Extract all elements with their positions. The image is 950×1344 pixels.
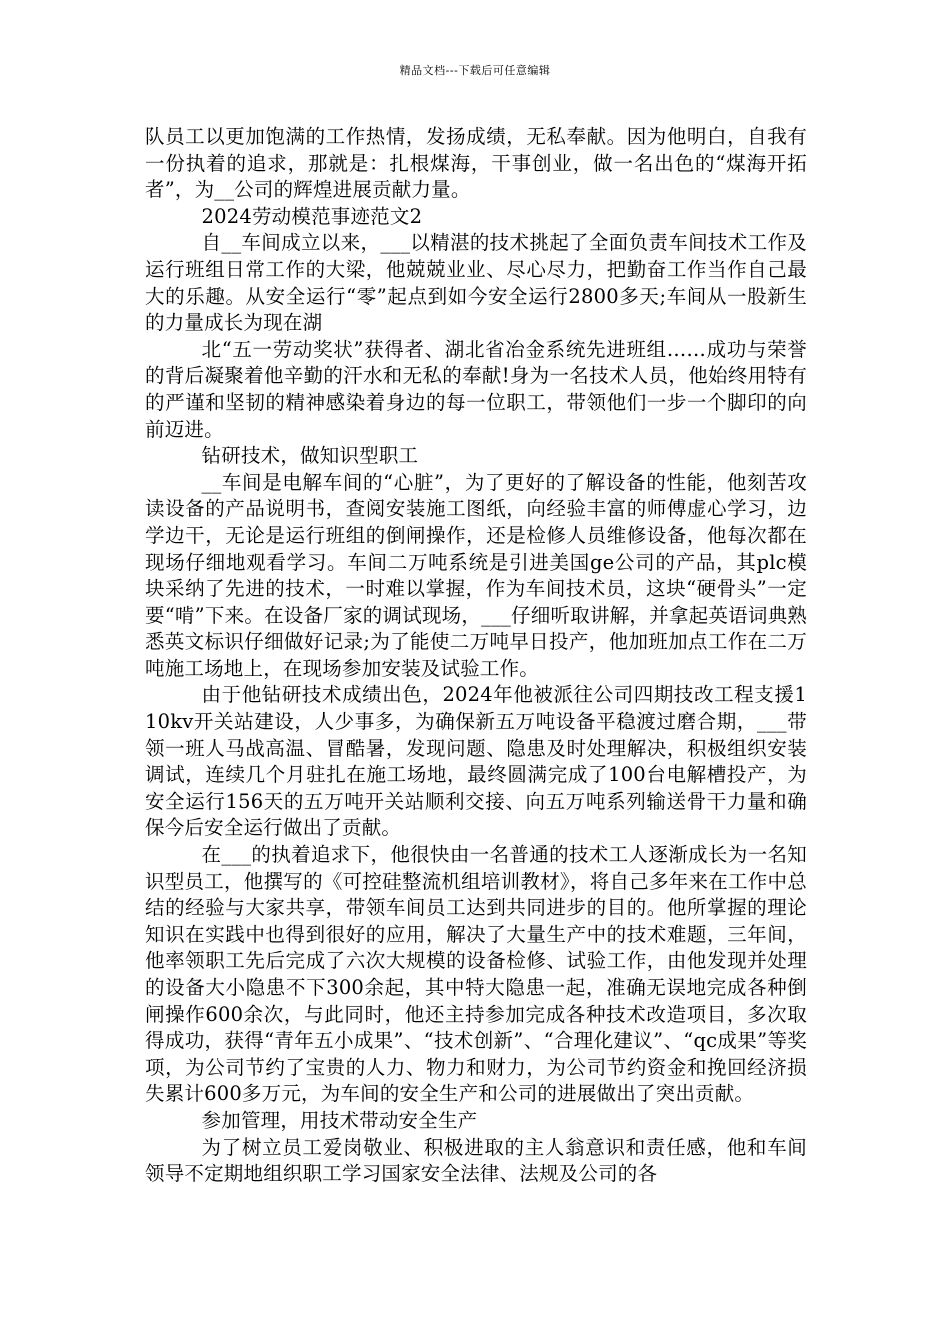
- paragraph: 北“五一劳动奖状”获得者、湖北省冶金系统先进班组……成功与荣誉的背后凝聚着他辛勤的汗水和无私的奉献!身为一名技术人员，他始终用特有的严谨和坚韧的精神感染着身边的每一位职工，带领他们一步一个脚印的向前迈进。: [145, 337, 807, 441]
- paragraph: 为了树立员工爱岗敬业、积极进取的主人翁意识和责任感，他和车间领导不定期地组织职工学习国家安全法律、法规及公司的各: [145, 1135, 807, 1186]
- section-title: 2024劳动模范事迹范文2: [201, 204, 423, 228]
- paragraph: 由于他钻研技术成绩出色，2024年他被派往公司四期技改工程支援110kv开关站建设，人少事多，为确保新五万吨设备平稳渡过磨合期，___带领一班人马战高温、冒酷暑，发现问题、隐患及时处理解决，积极组织安装调试，连续几个月驻扎在施工场地，最终圆满完成了100台电解槽投产，为安全运行156天的五万吨开关站顺利交接、向五万吨系列输送骨干力量和确保今后安全运行做出了贡献。: [145, 683, 807, 840]
- subheading: 钻研技术，做知识型职工: [201, 444, 419, 468]
- document-body: [145, 124, 807, 1188]
- paragraph-continuation: 队员工以更加饱满的工作热情，发扬成绩，无私奉献。因为他明白，自我有一份执着的追求，那就是：扎根煤海，干事创业，做一名出色的“煤海开拓者”，为__公司的辉煌进展贡献力量。: [145, 125, 807, 202]
- paragraph: 在___的执着追求下，他很快由一名普通的技术工人逐渐成长为一名知识型员工，他撰写的《可控硅整流机组培训教材》，将自己多年来在工作中总结的经验与大家共享，带领车间员工达到共同进步的目的。他所掌握的理论知识在实践中也得到很好的应用，解决了大量生产中的技术难题，三年间，他率领职工先后完成了六次大规模的设备检修、试验工作，由他发现并处理的设备大小隐患不下300余起，其中特大隐患一起，准确无误地完成各种倒闸操作600余次，与此同时，他还主持参加完成各种技术改造项目，多次取得成功，获得“青年五小成果”、“技术创新”、“合理化建议”、“qc成果”等奖项，为公司节约了宝贵的人力、物力和财力，为公司节约资金和挽回经济损失累计600多万元，为车间的安全生产和公司的进展做出了突出贡献。: [145, 843, 807, 1106]
- paragraph: __车间是电解车间的“心脏”，为了更好的了解设备的性能，他刻苦攻读设备的产品说明书，查阅安装施工图纸，向经验丰富的师傅虚心学习，边学边干，无论是运行班组的倒闸操作，还是检修人员维修设备，他每次都在现场仔细地观看学习。车间二万吨系统是引进美国ge公司的产品，其plc模块采纳了先进的技术，一时难以掌握，作为车间技术员，这块“硬骨头”一定要“啃”下来。在设备厂家的调试现场，___仔细听取讲解，并拿起英语词典熟悉英文标识仔细做好记录;为了能使二万吨早日投产，他加班加点工作在二万吨施工场地上，在现场参加安装及试验工作。: [145, 470, 807, 680]
- subheading: 参加管理，用技术带动安全生产: [201, 1108, 478, 1132]
- paragraph: 自__车间成立以来，___以精湛的技术挑起了全面负责车间技术工作及运行班组日常工作的大梁，他兢兢业业、尽心尽力，把勤奋工作当作自己最大的乐趣。从安全运行“零”起点到如今安全运行2800多天;车间从一股新生的力量成长为现在湖: [145, 231, 807, 335]
- page-header: 精品文档---下载后可任意编辑: [399, 64, 551, 77]
